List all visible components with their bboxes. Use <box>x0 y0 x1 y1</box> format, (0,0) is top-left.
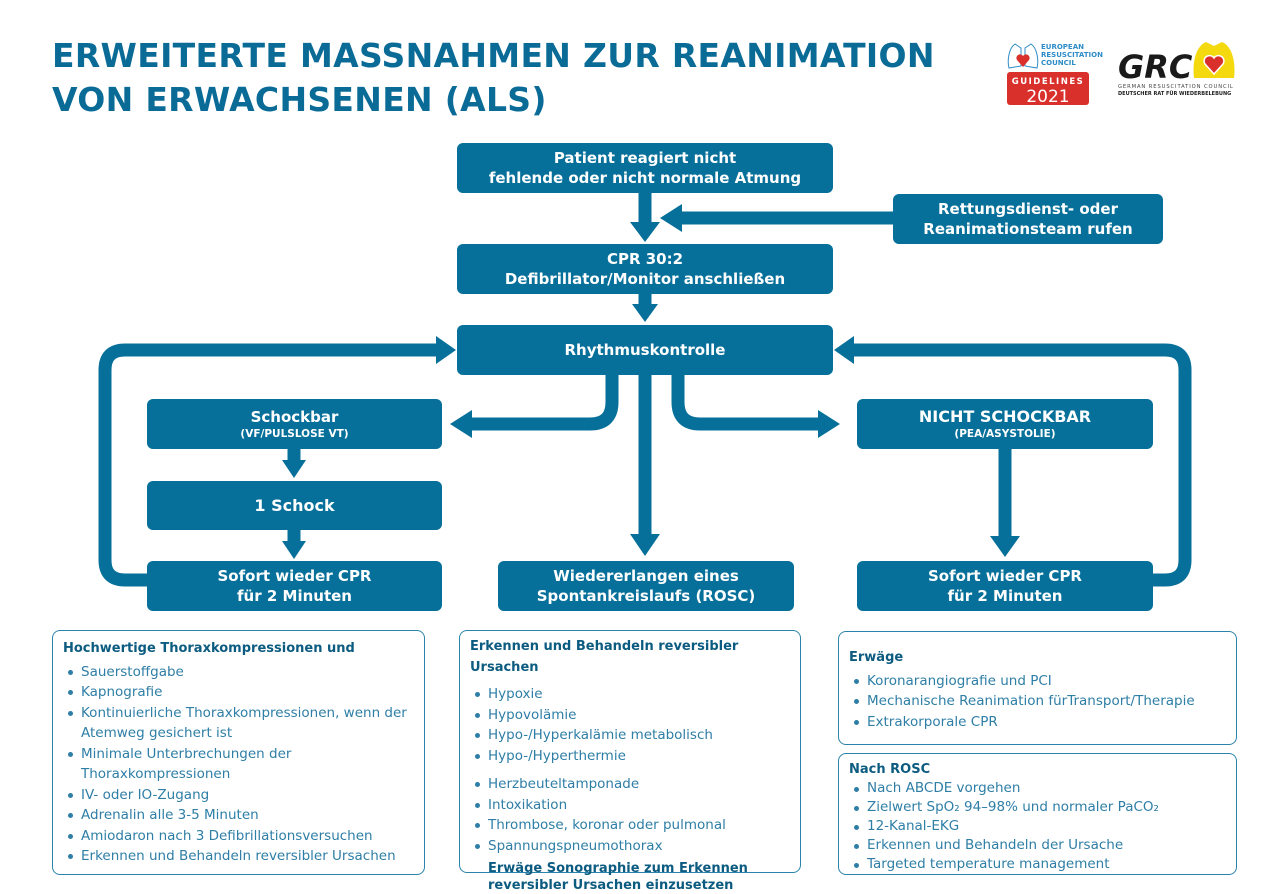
panel-heading: Nach ROSC <box>849 762 931 777</box>
list-item: Hypo-/Hyperthermie <box>470 746 790 767</box>
arrow-head <box>282 541 306 559</box>
rosc-box <box>498 561 794 611</box>
shockable-label: Schockbar <box>250 408 339 426</box>
nonshockable-label: NICHT SCHOCKBAR <box>918 407 1092 426</box>
list-item: Targeted temperature management <box>849 855 1226 874</box>
after-rosc-panel <box>838 753 1237 875</box>
list-item: Sauerstoffgabe <box>63 662 414 683</box>
start-box <box>457 143 833 193</box>
arrow-head <box>436 336 456 364</box>
list-item: IV- oder IO-Zugang <box>63 785 414 806</box>
svg-text:GERMAN RESUSCITATION COUNCIL: GERMAN RESUSCITATION COUNCIL <box>1118 84 1234 90</box>
list-item: Erkennen und Behandeln reversibler Ursachen <box>63 846 414 867</box>
cpr-left-line-2: für 2 Minuten <box>237 587 352 605</box>
title-line-2: VON ERWACHSENEN (ALS) <box>52 80 547 119</box>
list-item: Zielwert SpO₂ 94–98% und normaler PaCO₂ <box>849 798 1226 817</box>
start-line-1: Patient reagiert nicht <box>553 149 737 167</box>
list-item: 12-Kanal-EKG <box>849 817 1226 836</box>
svg-text:GRC: GRC <box>1118 48 1193 86</box>
cpr-right-line-1: Sofort wieder CPR <box>928 567 1082 585</box>
shock-box <box>147 481 442 530</box>
consider-panel <box>838 631 1237 745</box>
arrow-head <box>834 336 854 364</box>
shock-label: 1 Schock <box>254 495 335 515</box>
title-line-1: ERWEITERTE MASSNAHMEN ZUR REANIMATION <box>52 36 935 75</box>
list-item: Kapnografie <box>63 682 414 703</box>
list-item: Nach ABCDE vorgehen <box>849 779 1226 798</box>
list-item: Hypoxie <box>470 684 790 705</box>
cpr-right-box <box>857 561 1153 611</box>
list-item: Spannungspneumothorax <box>470 836 790 857</box>
rhythm-check-box <box>457 325 833 375</box>
svg-text:COUNCIL: COUNCIL <box>1041 59 1076 67</box>
arrow-head <box>990 536 1020 557</box>
call-team-box <box>893 194 1163 244</box>
list-item: Thrombose, koronar oder pulmonal <box>470 815 790 836</box>
nonshockable-box <box>857 399 1153 449</box>
cpr-measures-panel <box>52 630 425 875</box>
svg-text:EUROPEAN: EUROPEAN <box>1041 43 1084 51</box>
arrow-head <box>630 222 660 242</box>
reversible-causes-panel <box>459 630 801 893</box>
arrow-head <box>450 410 472 438</box>
cpr-line-1: CPR 30:2 <box>606 250 684 268</box>
list-item: Herzbeuteltamponade <box>470 774 790 795</box>
nonshockable-sub: (PEA/ASYSTOLIE) <box>954 428 1056 440</box>
svg-text:GUIDELINES: GUIDELINES <box>1011 77 1085 87</box>
rosc-line-2: Spontankreislaufs (ROSC) <box>536 587 756 605</box>
cpr-line-2: Defibrillator/Monitor anschließen <box>504 270 786 288</box>
list-item: Hypovolämie <box>470 705 790 726</box>
cpr-left-box <box>147 561 442 611</box>
svg-text:DEUTSCHER RAT FÜR WIEDERBELEBU: DEUTSCHER RAT FÜR WIEDERBELEBUNG <box>1118 91 1232 97</box>
arrow-head <box>630 534 660 556</box>
list-item: Erkennen und Behandeln der Ursache <box>849 836 1226 855</box>
panel-heading: Hochwertige Thoraxkompressionen und <box>63 641 355 656</box>
panel-heading: Erwäge <box>849 650 904 665</box>
panel-heading: Erkennen und Behandeln reversibler Ursachen <box>470 639 739 675</box>
list-item: Kontinuierliche Thoraxkompressionen, wenn der Atemweg gesichert ist <box>63 703 414 744</box>
list-item: Koronarangiografie und PCI <box>849 671 1226 692</box>
list-item: Extrakorporale CPR <box>849 712 1226 733</box>
call-line-2: Reanimationsteam rufen <box>923 220 1133 238</box>
start-line-2: fehlende oder nicht normale Atmung <box>488 169 802 187</box>
list-item: Intoxikation <box>470 795 790 816</box>
svg-text:2021: 2021 <box>1026 87 1070 107</box>
cpr-right-line-2: für 2 Minuten <box>947 587 1063 605</box>
arrow-head <box>660 204 682 232</box>
svg-text:RESUSCITATION: RESUSCITATION <box>1041 51 1103 59</box>
call-line-1: Rettungsdienst- oder <box>938 200 1118 218</box>
list-item: Amiodaron nach 3 Defibrillationsversuchen <box>63 826 414 847</box>
rhythm-label: Rhythmuskontrolle <box>564 341 726 359</box>
list-item: Adrenalin alle 3-5 Minuten <box>63 805 414 826</box>
list-item: Mechanische Reanimation fürTransport/Therapie <box>849 691 1226 712</box>
list-item: Minimale Unterbrechungen der Thoraxkompressionen <box>63 744 414 785</box>
sonography-note: Erwäge Sonographie zum Erkennen reversibler Ursachen einzusetzen <box>488 861 748 893</box>
list-item: Hypo-/Hyperkalämie metabolisch <box>470 725 790 746</box>
shockable-box <box>147 399 442 449</box>
shockable-sub: (VF/PULSLOSE VT) <box>240 428 349 440</box>
arrow-head <box>818 410 840 438</box>
cpr-left-line-1: Sofort wieder CPR <box>217 567 372 585</box>
arrow-head <box>632 304 658 322</box>
rosc-line-1: Wiedererlangen eines <box>553 567 739 585</box>
cpr-box <box>457 244 833 294</box>
arrow-head <box>282 460 306 478</box>
